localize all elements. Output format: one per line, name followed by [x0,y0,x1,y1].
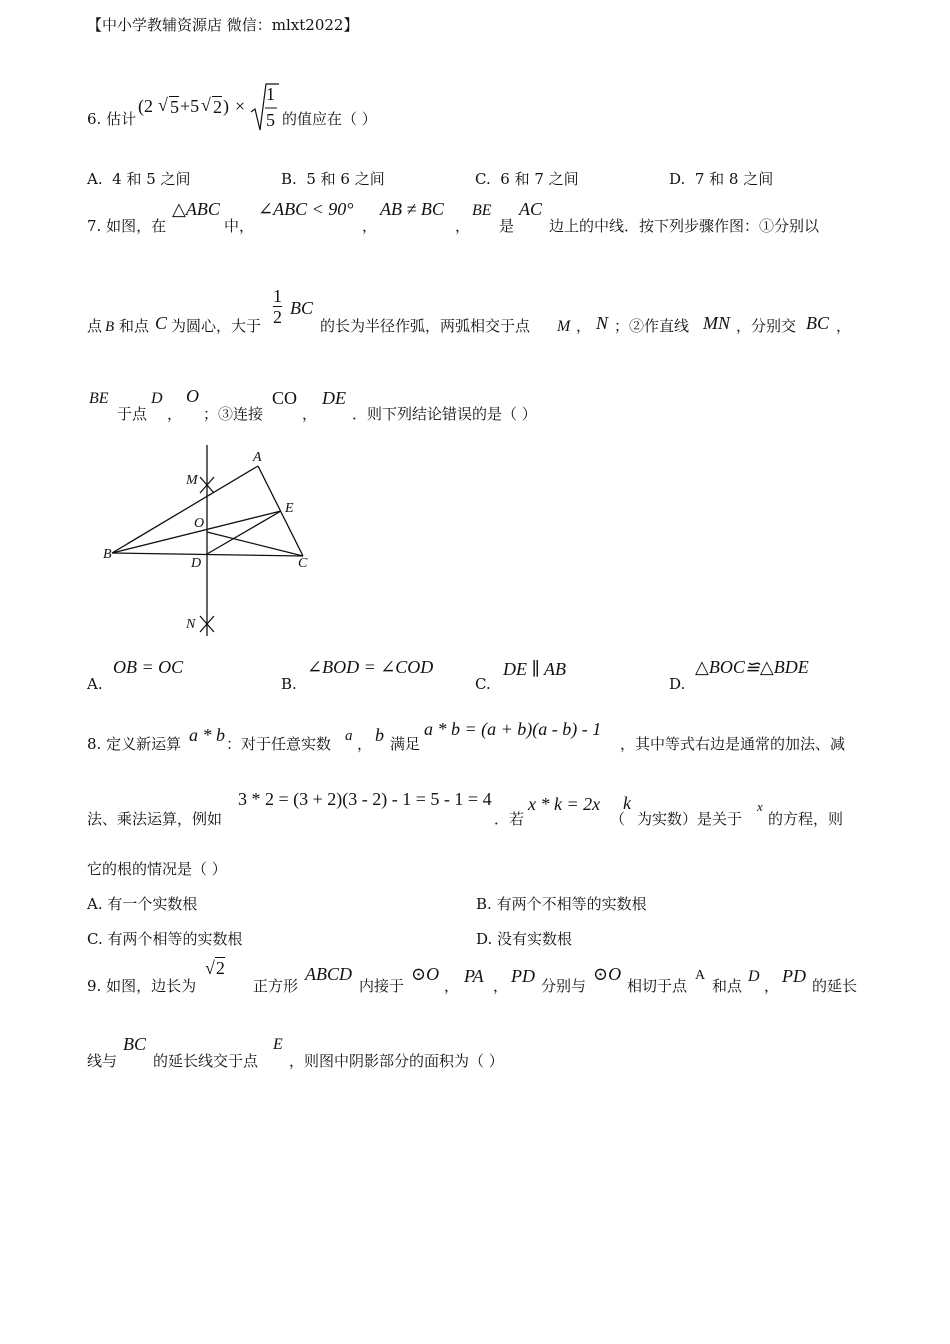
q9-text-1h: 和点 [712,977,743,995]
q8-x: x [757,799,763,814]
q7-option-a-key: A. [87,675,103,693]
q7-ac: AC [519,199,543,219]
q8-option-b: B. 有两个不相等的实数根 [476,895,647,913]
q7-mn: MN [703,313,730,333]
q9-pa: PA [464,966,484,986]
q9-text-2a: 线与 [87,1052,118,1070]
q7-option-d-text: △BOC≌△BDE [695,657,809,677]
q6-plus: +5 [180,96,200,116]
q7-text-1d: ， [455,217,471,235]
q6-radicand-2: 2 [213,97,222,117]
fig-label-a: A [253,450,262,465]
page-header: 【中小学教辅资源店 微信：mlxt2022】 [87,16,359,34]
q6-expr-open: (2 [138,96,153,116]
q7-point-o: O [186,386,199,406]
q9-abcd: ABCD [305,964,352,984]
q8-a: a [345,728,353,744]
q7-option-b-text: ∠BOD = ∠COD [307,657,434,677]
q7-text-2e: ， [576,317,592,335]
sqrt-symbol: √ [158,95,168,115]
q9-text-2c: ，则图中阴影部分的面积为（ ） [289,1052,504,1070]
q7-text-1e: 是 [499,217,515,235]
q7-text-1f: 边上的中线．按下列步骤作图：①分别以 [549,217,820,235]
q9-text-1f: 分别与 [541,977,587,995]
q6-option-a: A. 4 和 5 之间 [87,170,191,188]
q9-circle-o: ⊙O [411,964,440,984]
q8-text-1b: ：对于任意实数 [226,735,332,753]
q7-option-d-key: D. [669,675,686,693]
q9-text-2b: 的延长线交于点 [153,1052,259,1070]
q7-triangle-abc: △ABC [172,199,220,219]
q8-text-3: 它的根的情况是（ ） [87,860,227,878]
q7-option-b-key: B. [281,675,297,693]
q7-ab-neq-bc: AB ≠ BC [380,199,444,219]
q6-radicand-5: 5 [170,97,179,117]
q9-text-1i: ， [764,977,780,995]
q8-text-2b: ．若 [494,810,525,828]
q7-co: CO [272,388,298,408]
fig-label-e: E [285,501,294,516]
q9-text-1c: 内接于 [359,977,405,995]
q9-point-d: D [748,968,760,985]
q7-be-2: BE [89,390,109,407]
q7-text-1c: ， [362,217,378,235]
q8-text-1e: ，其中等式右边是通常的加法、减 [620,735,846,753]
q7-text-3a: 于点 [117,405,148,423]
fig-label-c: C [298,556,308,571]
q7-text-1a: 7. 如图，在 [87,217,167,235]
q7-text-3b: ， [167,405,183,423]
q7-text-1b: 中， [224,217,255,235]
q8-definition: a * b = (a + b)(a - b) - 1 [424,719,602,739]
q7-text-2g: ，分别交 [736,317,797,335]
q7-point-b: B [105,319,115,335]
q7-geometry-figure [95,440,325,650]
fig-label-b: B [103,547,112,562]
q7-angle-abc: ∠ABC < 90° [258,199,354,219]
segment-oc [207,532,303,556]
q8-equation: x * k = 2x [528,794,601,814]
q7-option-c-key: C. [475,675,491,693]
q7-option-c-text: DE ∥ AB [503,659,566,679]
q8-b: b [375,725,384,745]
q8-option-c: C. 有两个相等的实数根 [87,930,243,948]
q8-text-2c: （ [610,810,626,828]
q6-big-sqrt [250,82,280,134]
q8-text-2e: 的方程，则 [768,810,844,828]
q7-text-2b: 和点 [119,317,150,335]
q7-point-d: D [151,390,163,407]
q9-text-1g: 相切于点 [627,977,688,995]
q9-text-1d: ， [444,977,460,995]
segment-ba [112,466,258,553]
sqrt-symbol: √ [205,958,215,978]
q6-option-b: B. 5 和 6 之间 [281,170,385,188]
q9-circle-o-2: ⊙O [593,964,622,984]
q9-pd: PD [511,966,535,986]
q8-text-1c: ， [357,735,373,753]
sqrt-symbol: √ [201,95,211,115]
q6-frac-den: 5 [266,110,275,130]
q6-close: ) [223,96,229,116]
q7-point-m: M [557,318,571,335]
q7-point-n: N [596,313,609,333]
q8-option-d: D. 没有实数根 [476,930,573,948]
q9-text-1a: 9. 如图，边长为 [87,977,197,995]
q9-text-1b: 正方形 [253,977,299,995]
q7-point-c: C [155,313,168,333]
q7-text-2a: 点 [87,317,103,335]
q8-example: 3 * 2 = (3 + 2)(3 - 2) - 1 = 5 - 1 = 4 [238,789,492,809]
q8-text-2a: 法、乘法运算，例如 [87,810,223,828]
q7-bc: BC [290,298,314,318]
q7-text-2f: ；②作直线 [614,317,690,335]
q7-option-a-text: OB = OC [113,657,184,677]
fig-label-m: M [186,473,198,488]
q9-pd-2: PD [782,966,806,986]
fig-label-d: D [191,556,202,571]
q7-be: BE [472,202,492,219]
q9-bc: BC [123,1034,147,1054]
fig-label-n: N [186,617,196,632]
q8-k: k [623,793,631,813]
q6-option-c: C. 6 和 7 之间 [475,170,579,188]
q9-point-a: A [695,968,706,983]
q9-text-1j: 的延长 [812,977,858,995]
q7-text-2c: 为圆心，大于 [171,317,262,335]
q7-de: DE [322,388,346,408]
q7-text-3c: ；③连接 [203,405,264,423]
q6-option-d: D. 7 和 8 之间 [669,170,774,188]
q9-point-e: E [273,1036,283,1053]
q8-option-a: A. 有一个实数根 [87,895,198,913]
q6-number: 6. 估计 [87,110,137,128]
q6-tail: 的值应在（ ） [282,110,377,128]
q7-text-2d: 的长为半径作弧，两弧相交于点 [320,317,531,335]
fig-label-o: O [194,516,205,531]
q6-frac-num: 1 [266,84,275,104]
q7-half-fraction: $\frac{1}{2}$ [273,286,282,327]
q8-text-1d: 满足 [390,735,421,753]
q6-times: × [235,96,246,116]
q7-bc-2: BC [806,313,830,333]
q8-text-1a: 8. 定义新运算 [87,735,182,753]
q7-text-2h: ， [836,317,852,335]
q7-text-3e: ．则下列结论错误的是（ ） [352,405,537,423]
q9-sqrt2: √2 [205,958,225,978]
q8-text-2d: 为实数）是关于 [637,810,743,828]
q7-text-3d: ， [302,405,318,423]
q8-op: a * b [189,725,225,745]
q9-text-1e: ， [493,977,509,995]
